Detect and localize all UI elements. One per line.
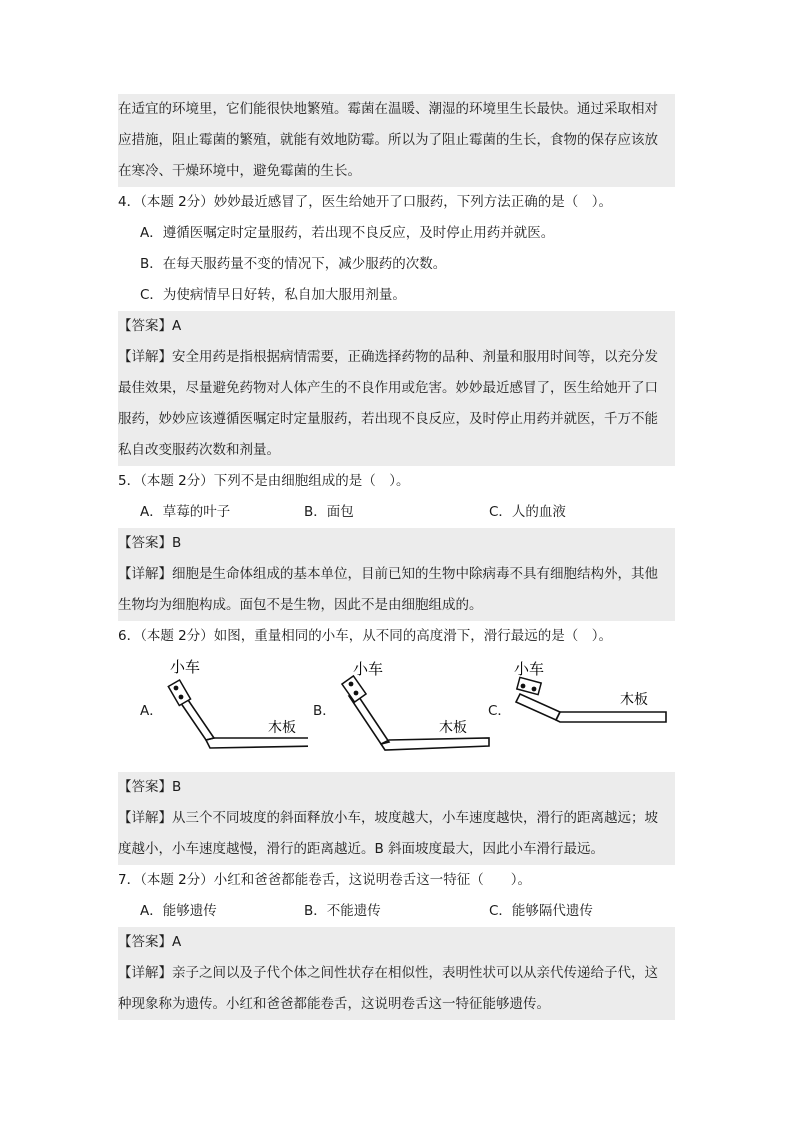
question-stem: 7．（本题 2分）小红和爸爸都能卷舌，这说明卷舌这一特征（ ）。 — [118, 872, 531, 888]
question-stem: 5．（本题 2分）下列不是由细胞组成的是（ ）。 — [118, 473, 410, 489]
answer-line: 【答案】A — [118, 934, 182, 950]
detail-line: 【详解】细胞是生命体组成的基本单位，目前已知的生物中除病毒不具有细胞结构外，其他 — [118, 566, 658, 582]
flat-board — [381, 738, 489, 750]
car-icon — [168, 680, 190, 706]
answer-block — [118, 772, 675, 865]
detail-line: 私自改变服药次数和剂量。 — [118, 442, 280, 458]
car-icon — [342, 676, 366, 702]
car-label: 小车 — [353, 660, 384, 678]
option-c: C．为使病情早日好转，私自加大服用剂量。 — [140, 287, 406, 303]
text-line: 在适宜的环境里，它们能很快地繁殖。霉菌在温暖、潮湿的环境里生长最快。通过采取相对 — [118, 101, 658, 117]
car-icon — [517, 677, 541, 694]
answer-line: 【答案】B — [118, 535, 182, 551]
board-label: 木板 — [439, 720, 467, 736]
figure-label: C． — [488, 703, 511, 719]
detail-line: 生物均为细胞构成。面包不是生物，因此不是由细胞组成的。 — [118, 597, 483, 613]
ramp-diagram-a — [148, 652, 308, 762]
detail-line: 最佳效果，尽量避免药物对人体产生的不良作用或危害。妙妙最近感冒了，医生给她开了口 — [118, 380, 658, 396]
detail-line: 【详解】从三个不同坡度的斜面释放小车，坡度越大，小车速度越快，滑行的距离越远；坡 — [118, 810, 658, 826]
figure-label: A． — [140, 703, 163, 719]
answer-line: 【答案】B — [118, 779, 182, 795]
text-line: 在寒冷、干燥环境中，避免霉菌的生长。 — [118, 163, 361, 179]
figure-row — [118, 652, 675, 772]
document-page — [118, 94, 675, 1020]
option-a: A．草莓的叶子 — [140, 504, 231, 520]
detail-line: 种现象称为遗传。小红和爸爸都能卷舌，这说明卷舌这一特征能够遗传。 — [118, 996, 550, 1012]
option-b: B．在每天服药量不变的情况下，减少服药的次数。 — [140, 256, 447, 272]
detail-line: 服药，妙妙应该遵循医嘱定时定量服药，若出现不良反应，及时停止用药并就医，千万不能 — [118, 411, 658, 427]
question-stem: 4．（本题 2分）妙妙最近感冒了，医生给她开了口服药，下列方法正确的是（ ）。 — [118, 194, 612, 210]
car-label: 小车 — [170, 658, 201, 676]
slope-board — [516, 694, 560, 720]
question-stem: 6．（本题 2分）如图，重量相同的小车，从不同的高度滑下，滑行最远的是（ ）。 — [118, 628, 612, 644]
question-7 — [118, 865, 675, 1020]
option-a: A．遵循医嘱定时定量服药，若出现不良反应，及时停止用药并就医。 — [140, 225, 555, 241]
text-line: 应措施，阻止霉菌的繁殖，就能有效地防霉。所以为了阻止霉菌的生长，食物的保存应该放 — [118, 132, 658, 148]
option-b: B．面包 — [304, 504, 354, 520]
detail-line: 【详解】亲子之间以及子代个体之间性状存在相似性，表明性状可以从亲代传递给子代，这 — [118, 965, 658, 981]
board-label: 木板 — [620, 692, 648, 708]
flat-board — [556, 712, 666, 722]
flat-board — [206, 738, 308, 748]
ramp-diagram-c — [502, 652, 677, 762]
intro-explanation — [118, 94, 675, 187]
answer-block — [118, 927, 675, 1020]
answer-block — [118, 528, 675, 621]
option-b: B．不能遗传 — [304, 903, 381, 919]
question-6 — [118, 621, 675, 865]
options-row — [118, 497, 675, 528]
detail-line: 【详解】安全用药是指根据病情需要，正确选择药物的品种、剂量和服用时间等，以充分发 — [118, 349, 658, 365]
ramp-diagram-b — [327, 652, 492, 762]
question-4 — [118, 187, 675, 466]
option-a: A．能够遗传 — [140, 903, 217, 919]
car-label: 小车 — [514, 660, 545, 678]
board-label: 木板 — [268, 720, 296, 736]
detail-line: 度越小，小车速度越慢，滑行的距离越近。B 斜面坡度最大，因此小车滑行最远。 — [118, 841, 605, 857]
question-5 — [118, 466, 675, 621]
answer-block — [118, 311, 675, 466]
figure-label: B． — [313, 703, 336, 719]
answer-line: 【答案】A — [118, 318, 182, 334]
option-c: C．人的血液 — [489, 504, 566, 520]
option-c: C．能够隔代遗传 — [489, 903, 593, 919]
options-row — [118, 896, 675, 927]
